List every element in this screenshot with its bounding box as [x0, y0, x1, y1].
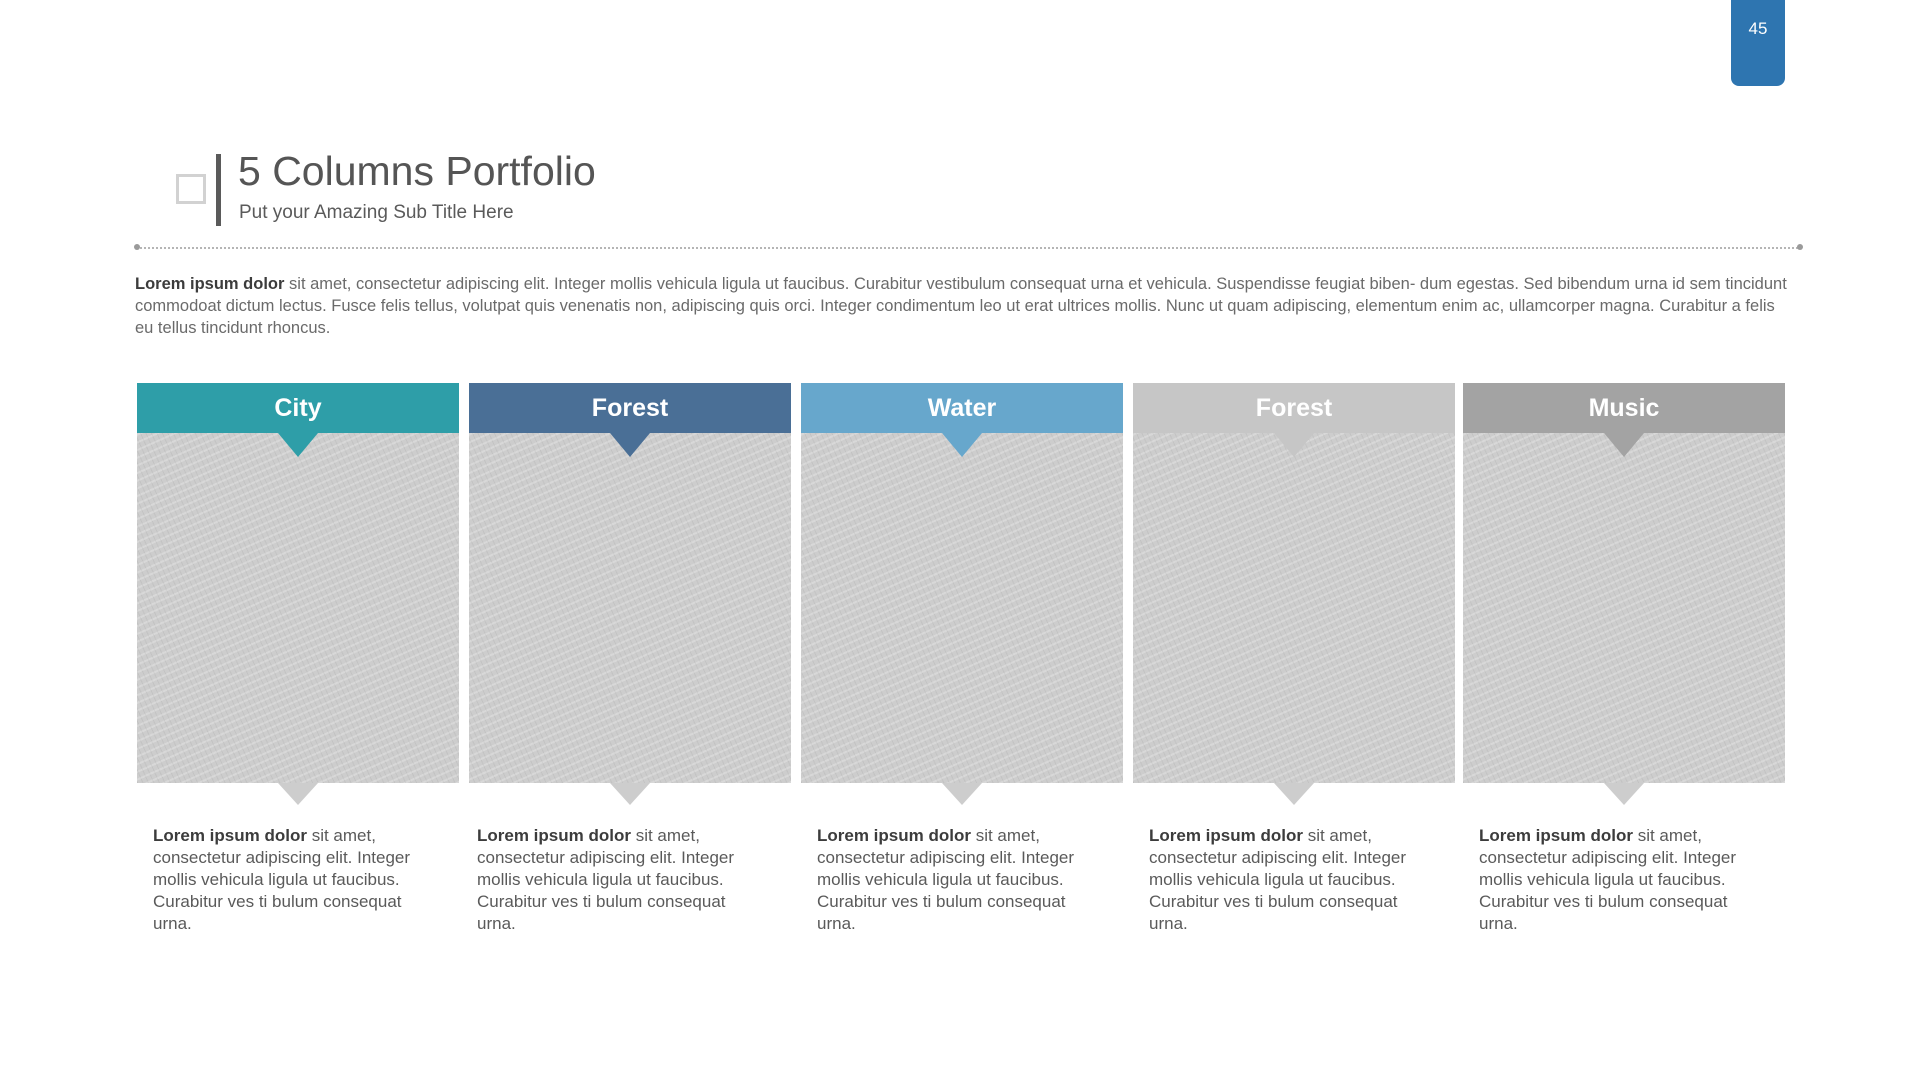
column-text-bold: Lorem ipsum dolor	[817, 826, 971, 845]
column-text-bold: Lorem ipsum dolor	[1479, 826, 1633, 845]
portfolio-column-water	[801, 383, 1123, 943]
column-label: Water	[927, 394, 997, 422]
image-pointer-icon	[610, 783, 650, 805]
image-placeholder	[1133, 433, 1455, 783]
header-pointer-icon	[942, 433, 982, 457]
column-header	[801, 383, 1123, 433]
image-placeholder	[801, 433, 1123, 783]
header-pointer-icon	[1604, 433, 1644, 457]
image-pointer-icon	[278, 783, 318, 805]
column-label: Forest	[1255, 394, 1333, 422]
portfolio-column-city	[137, 383, 459, 943]
image-placeholder	[1463, 433, 1785, 783]
intro-paragraph	[135, 273, 1795, 339]
column-label: Music	[1588, 394, 1660, 422]
column-header	[137, 383, 459, 433]
intro-text: sit amet, consectetur adipiscing elit. Integer mollis vehicula ligula ut faucibus. Curabitur vestibulum consequat urna et vehicula. Suspendisse feugiat biben- dum egestas. Sed bibendum urna id sem tincidunt commodoat dictum lectus. Fusce felis tellus, volutpat quis venenatis non, adipiscing quis orci. Integer condimentum leo ut erat ultrices mollis. Nunc ut quam adipiscing, elementum enim ac, ullamcorper magna. Curabitur a felis eu tellus tincidunt rhoncus.	[135, 275, 1787, 337]
page-number: 45	[1748, 19, 1768, 38]
column-text-bold: Lorem ipsum dolor	[153, 826, 307, 845]
image-pointer-icon	[942, 783, 982, 805]
portfolio-column-forest-2	[1133, 383, 1455, 943]
column-text-bold: Lorem ipsum dolor	[1149, 826, 1303, 845]
column-text	[477, 825, 767, 935]
column-header	[1463, 383, 1785, 433]
column-label: City	[274, 394, 322, 422]
portfolio-column-music	[1463, 383, 1785, 943]
column-label: Forest	[591, 394, 669, 422]
column-text-body: sit amet, consectetur adipiscing elit. Integer mollis vehicula ligula ut faucibus. Curabitur ves ti bulum consequat urna.	[477, 826, 735, 933]
image-placeholder	[469, 433, 791, 783]
title-square-icon	[176, 174, 206, 204]
column-header	[1133, 383, 1455, 433]
column-text	[817, 825, 1107, 935]
image-pointer-icon	[1274, 783, 1314, 805]
column-header	[469, 383, 791, 433]
column-text-body: sit amet, consectetur adipiscing elit. Integer mollis vehicula ligula ut faucibus. Curabitur ves ti bulum consequat urna.	[1479, 826, 1737, 933]
column-text	[153, 825, 443, 935]
image-pointer-icon	[1604, 783, 1644, 805]
page-title: 5 Columns Portfolio	[238, 148, 596, 194]
divider-dot-left	[134, 244, 140, 250]
intro-bold: Lorem ipsum dolor	[135, 275, 285, 293]
title-accent-bar	[216, 154, 221, 226]
column-text	[1149, 825, 1439, 935]
column-text-bold: Lorem ipsum dolor	[477, 826, 631, 845]
portfolio-columns	[137, 383, 1785, 943]
divider	[137, 247, 1801, 249]
page-subtitle: Put your Amazing Sub Title Here	[239, 202, 514, 223]
header-pointer-icon	[610, 433, 650, 457]
column-text	[1479, 825, 1769, 935]
column-text-body: sit amet, consectetur adipiscing elit. Integer mollis vehicula ligula ut faucibus. Curabitur ves ti bulum consequat urna.	[1149, 826, 1407, 933]
column-text-body: sit amet, consectetur adipiscing elit. Integer mollis vehicula ligula ut faucibus. Curabitur ves ti bulum consequat urna.	[817, 826, 1075, 933]
header-pointer-icon	[1274, 433, 1314, 457]
header-pointer-icon	[278, 433, 318, 457]
page-number-tab	[1731, 0, 1785, 86]
image-placeholder	[137, 433, 459, 783]
portfolio-column-forest	[469, 383, 791, 943]
divider-dot-right	[1797, 244, 1803, 250]
column-text-body: sit amet, consectetur adipiscing elit. Integer mollis vehicula ligula ut faucibus. Curabitur ves ti bulum consequat urna.	[153, 826, 411, 933]
